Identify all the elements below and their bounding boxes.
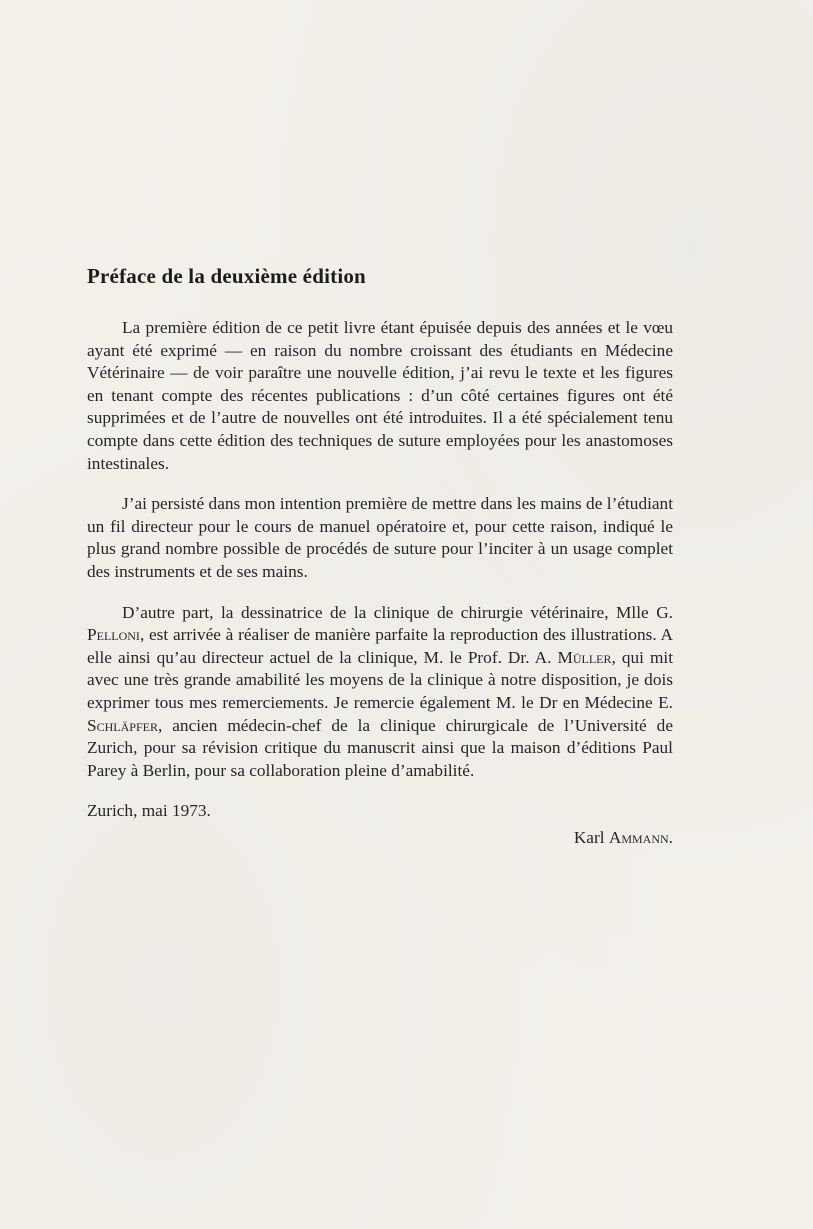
preface-body <box>87 317 673 849</box>
name-schlapfer: Schläpfer <box>87 715 158 735</box>
signature-period: . <box>668 828 673 848</box>
paragraph-2: J’ai persisté dans mon intention première de mettre dans les mains de l’étudiant un fil directeur pour le cours de manuel opératoire et, pour cette raison, indiqué le plus grand nombre possible de procédés de suture pour l’inciter à un usage complet des instruments et de ses mains. <box>87 494 673 581</box>
paragraph-3-part-1: D’autre part, la dessinatrice de la clinique de chirurgie vétérinaire, Mlle G. <box>122 602 673 622</box>
dateline: Zurich, mai 1973. <box>87 801 211 821</box>
preface-section <box>87 262 673 849</box>
paragraph-1: La première édition de ce petit livre étant épuisée depuis des années et le vœu ayant été exprimé — en raison du nombre croissant des étudiants en Médecine Vétérinaire — de voir paraître une nouvelle édition, j’ai revu le texte et les figures en tenant compte des récentes publications : d’un côté certaines figures ont été supprimées et de l’autre de nouvelles ont été introduites. Il a été spécialement tenu compte dans cette édition des techniques de suture employées pour les anastomoses intestinales. <box>87 318 673 473</box>
paragraph-3 <box>87 602 673 783</box>
signature <box>87 827 673 849</box>
name-pelloni: Pelloni <box>87 625 140 645</box>
signature-last-name: Ammann <box>608 828 669 848</box>
paragraph-3-part-4: , ancien médecin-chef de la clinique chirurgicale de l’Université de Zurich, pour sa révision critique du manuscrit ainsi que la maison d’éditions Paul Parey à Berlin, pour sa collaboration pleine d’amabilité. <box>87 715 673 780</box>
paragraph-3-part-2: , est arrivée à réaliser de manière parfaite la reproduction des illustrations. A elle ainsi qu’au directeur actuel de la clinique, M. le Prof. Dr. A. <box>87 625 673 667</box>
page-title: Préface de la deuxième édition <box>87 264 366 288</box>
name-muller: Müller <box>557 647 612 667</box>
paragraph-3-part-3: , qui mit avec une très grande amabilité les moyens de la clinique à notre disposition, je dois exprimer tous mes remerciements. Je remercie également M. le Dr en Médecine E. <box>87 647 673 712</box>
signature-first-name: Karl <box>573 828 609 848</box>
